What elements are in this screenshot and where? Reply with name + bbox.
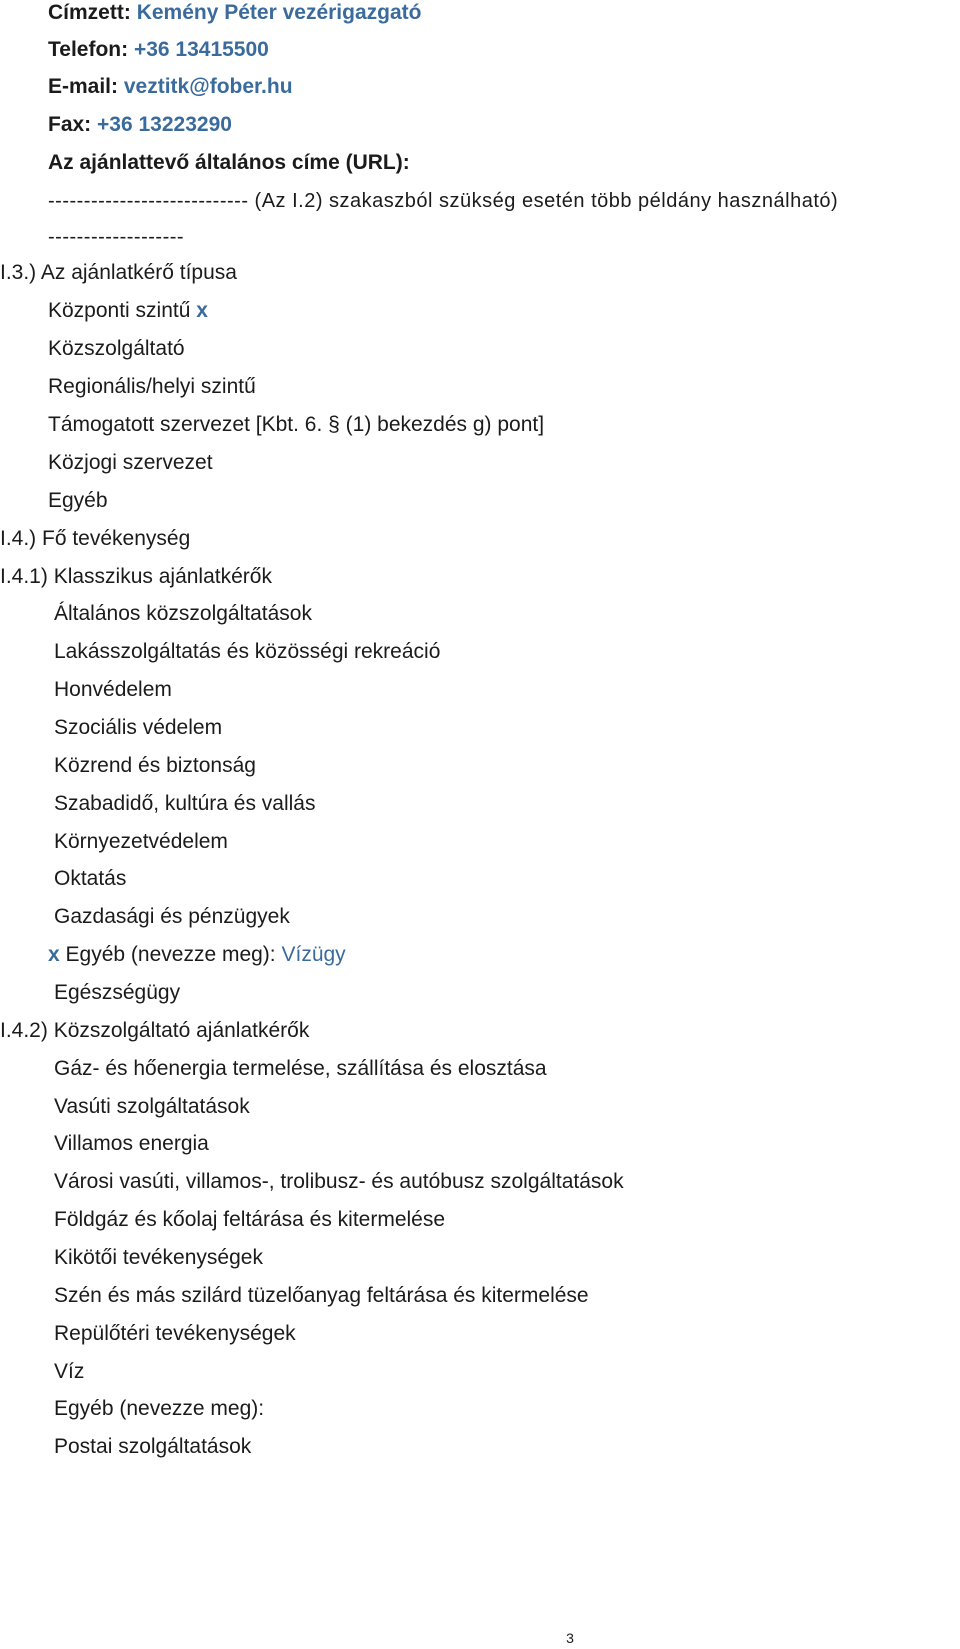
list-item: Közszolgáltató bbox=[48, 337, 185, 360]
list-item-other bbox=[48, 942, 346, 968]
url-label: Az ajánlattevő általános címe (URL): bbox=[48, 151, 410, 174]
section-i4-heading: I.4.) Fő tevékenység bbox=[0, 527, 191, 550]
list-item: Szabadidő, kultúra és vallás bbox=[54, 792, 316, 815]
list-item: Postai szolgáltatások bbox=[54, 1435, 252, 1458]
list-item: Földgáz és kőolaj feltárása és kitermelése bbox=[54, 1208, 446, 1231]
email-row bbox=[48, 74, 293, 100]
fax-row bbox=[48, 112, 232, 138]
list-item: Támogatott szervezet [Kbt. 6. § (1) bekezdés g) pont] bbox=[48, 413, 545, 436]
phone-value: +36 13415500 bbox=[133, 38, 269, 61]
list-item: Gáz- és hőenergia termelése, szállítása és elosztása bbox=[54, 1057, 547, 1080]
list-item-label: Központi szintű bbox=[48, 299, 191, 322]
separator-line: ---------------------------- (Az I.2) szakaszból szükség esetén több példány használható) bbox=[48, 190, 839, 212]
fax-value: +36 13223290 bbox=[97, 113, 232, 136]
list-item bbox=[48, 298, 208, 324]
section-i42-heading: I.4.2) Közszolgáltató ajánlatkérők bbox=[0, 1019, 310, 1042]
checkbox-mark: x bbox=[196, 299, 208, 322]
list-item: Kikötői tevékenységek bbox=[54, 1246, 263, 1269]
section-i41-heading: I.4.1) Klasszikus ajánlatkérők bbox=[0, 565, 272, 588]
list-item: Egészségügy bbox=[54, 981, 181, 1004]
other-label: Egyéb (nevezze meg): bbox=[65, 943, 276, 966]
email-value: veztitk@fober.hu bbox=[123, 75, 293, 98]
list-item: Általános közszolgáltatások bbox=[54, 602, 312, 625]
list-item: Oktatás bbox=[54, 867, 127, 890]
recipient-label: Címzett: bbox=[48, 1, 131, 24]
list-item: Szociális védelem bbox=[54, 716, 223, 739]
list-item: Városi vasúti, villamos-, trolibusz- és autóbusz szolgáltatások bbox=[54, 1170, 624, 1193]
list-item: Közjogi szervezet bbox=[48, 451, 213, 474]
other-value: Vízügy bbox=[281, 943, 346, 966]
list-item: Regionális/helyi szintű bbox=[48, 375, 256, 398]
list-item: Egyéb (nevezze meg): bbox=[54, 1397, 265, 1420]
list-item: Környezetvédelem bbox=[54, 830, 228, 853]
list-item: Repülőtéri tevékenységek bbox=[54, 1322, 296, 1345]
recipient-value: Kemény Péter vezérigazgató bbox=[136, 1, 422, 24]
list-item: Gazdasági és pénzügyek bbox=[54, 905, 290, 928]
page-number: 3 bbox=[566, 1630, 574, 1646]
phone-label: Telefon: bbox=[48, 38, 129, 61]
fax-label: Fax: bbox=[48, 113, 92, 136]
section-i3-heading: I.3.) Az ajánlatkérő típusa bbox=[0, 261, 237, 284]
list-item: Honvédelem bbox=[54, 678, 172, 701]
list-item: Egyéb bbox=[48, 489, 108, 512]
list-item: Vasúti szolgáltatások bbox=[54, 1095, 250, 1118]
email-label: E-mail: bbox=[48, 75, 119, 98]
list-item: Villamos energia bbox=[54, 1132, 209, 1155]
phone-row bbox=[48, 37, 269, 63]
list-item: Lakásszolgáltatás és közösségi rekreáció bbox=[54, 640, 441, 663]
separator-tail: ------------------- bbox=[48, 226, 185, 248]
checkbox-mark: x bbox=[48, 943, 60, 966]
recipient-row bbox=[48, 0, 421, 26]
list-item: Szén és más szilárd tüzelőanyag feltárása és kitermelése bbox=[54, 1284, 589, 1307]
list-item: Közrend és biztonság bbox=[54, 754, 256, 777]
list-item: Víz bbox=[54, 1360, 85, 1383]
